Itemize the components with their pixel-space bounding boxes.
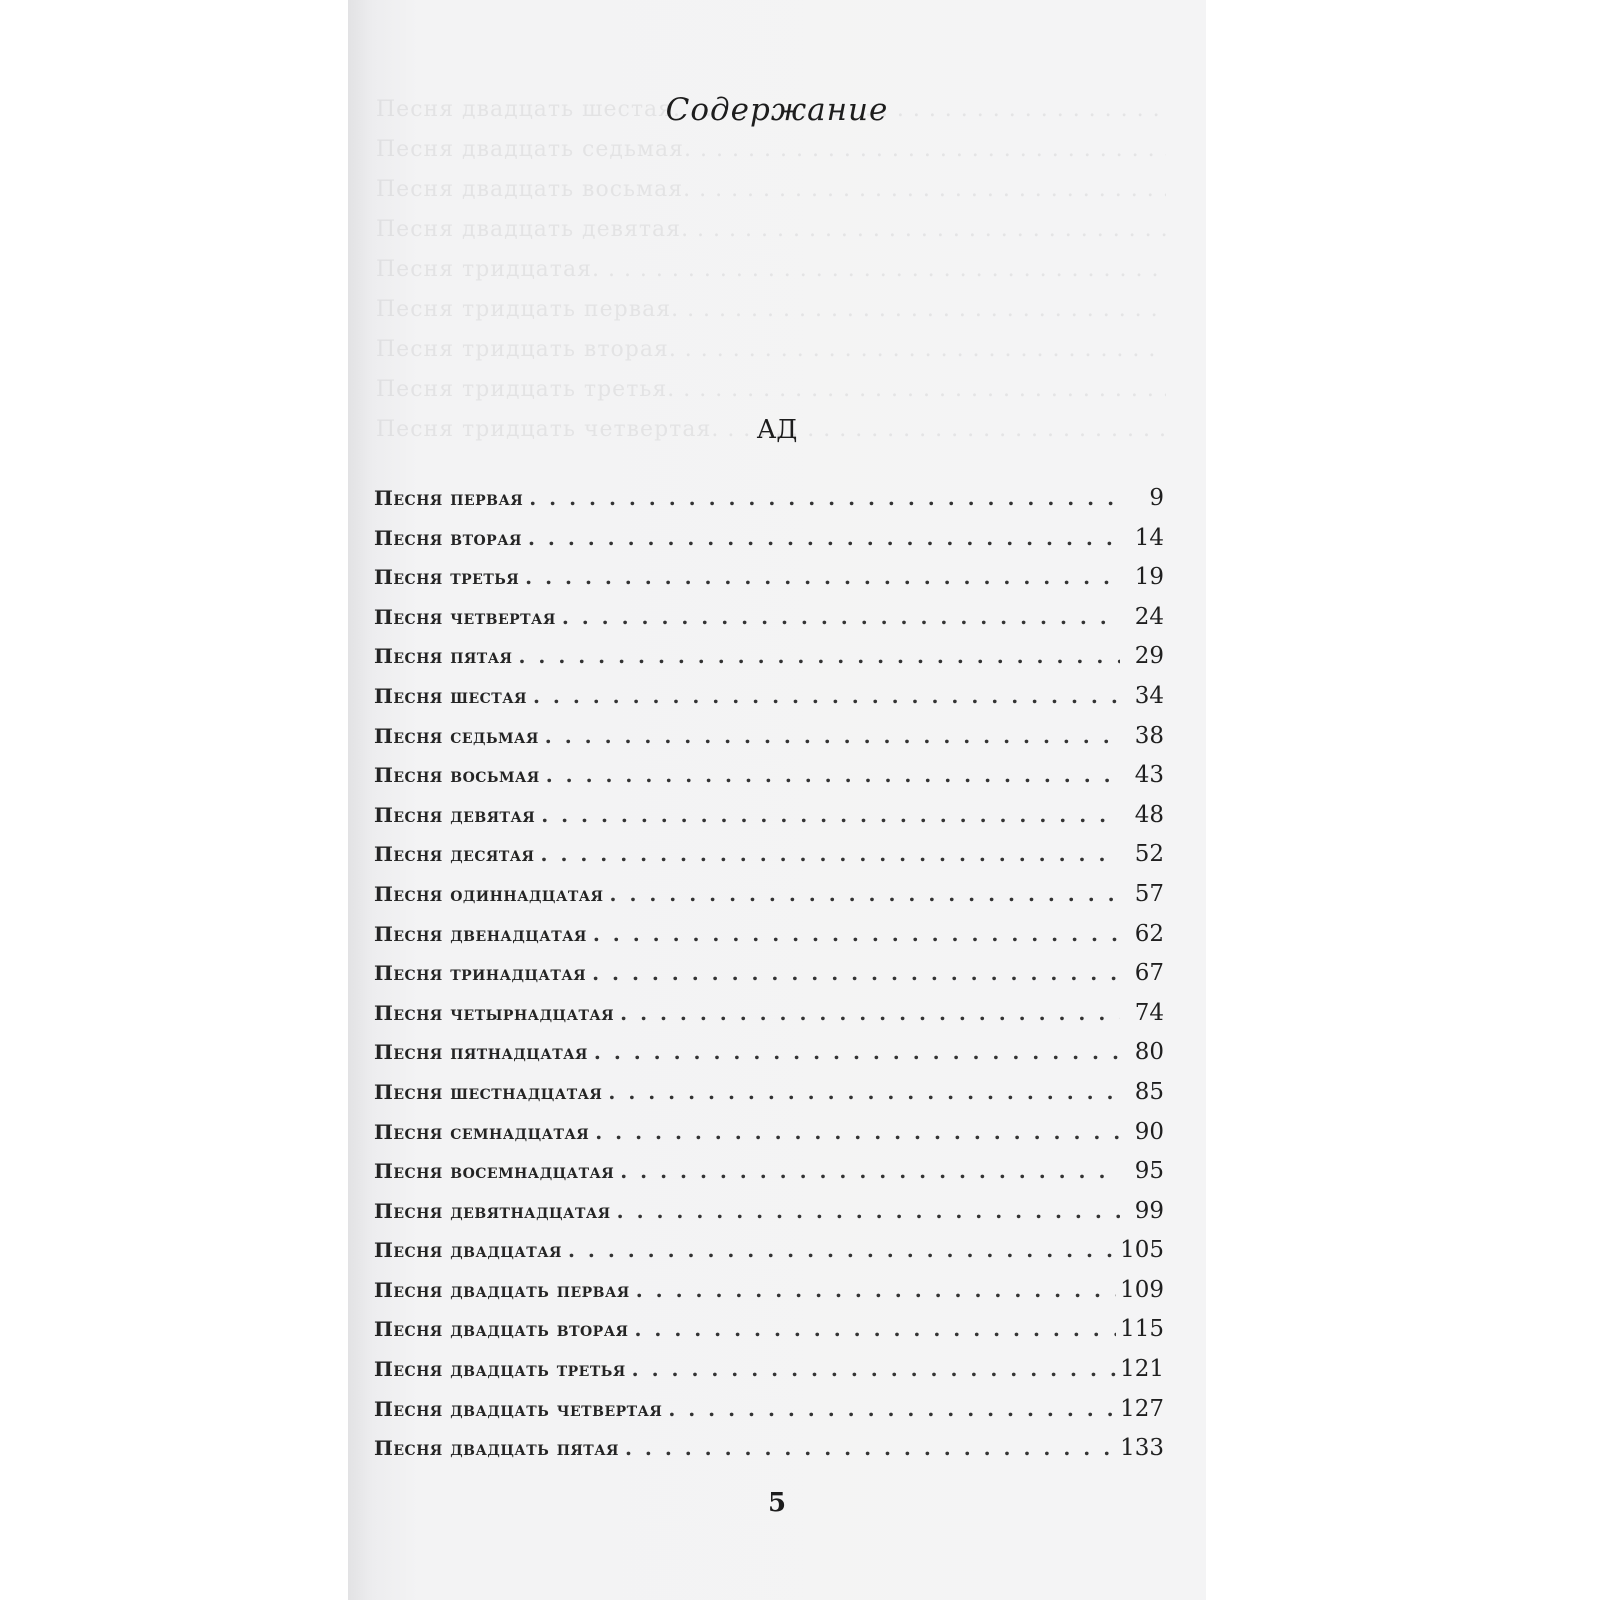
toc-entry-title: Песня первая xyxy=(374,486,524,510)
toc-entry-page-number: 80 xyxy=(1134,1039,1164,1066)
toc-entry xyxy=(374,1000,1164,1040)
toc-entry xyxy=(374,643,1164,683)
toc-entry-title: Песня девятнадцатая xyxy=(374,1198,611,1223)
dot-leader xyxy=(525,565,1120,589)
toc-entry xyxy=(374,881,1164,921)
toc-entry-title: Песня четырнадцатая xyxy=(374,1000,615,1025)
page-number: 5 xyxy=(767,1488,787,1518)
toc-entry-page-number: 99 xyxy=(1134,1197,1164,1224)
dot-leader xyxy=(529,486,1120,510)
dot-leader xyxy=(617,1199,1120,1223)
toc-entry xyxy=(374,762,1164,802)
toc-entry xyxy=(374,683,1164,723)
toc-entry xyxy=(374,1198,1164,1238)
toc-entry xyxy=(374,1079,1164,1119)
toc-entry xyxy=(374,921,1164,961)
contents-heading: Содержание xyxy=(665,92,889,128)
toc-entry xyxy=(374,960,1164,1000)
toc-entry-title: Песня двадцать пятая xyxy=(374,1436,619,1461)
dot-leader xyxy=(545,724,1120,748)
toc-entry-page-number: 85 xyxy=(1134,1078,1164,1105)
toc-entry-page-number: 74 xyxy=(1134,999,1164,1026)
toc-entry-page-number: 109 xyxy=(1120,1276,1164,1303)
toc-entry-title: Песня пятнадцатая xyxy=(374,1040,588,1065)
toc-entry xyxy=(374,485,1164,525)
dot-leader xyxy=(541,842,1120,866)
toc-entry-title: Песня восемнадцатая xyxy=(374,1159,615,1184)
dot-leader xyxy=(562,605,1120,629)
dot-leader xyxy=(518,644,1120,668)
toc-entry-title: Песня двадцать четвертая xyxy=(374,1396,663,1421)
toc-entry-title: Песня пятая xyxy=(374,644,513,669)
toc-entry-page-number: 52 xyxy=(1134,841,1164,868)
toc-entry-page-number: 19 xyxy=(1134,564,1164,591)
dot-leader xyxy=(620,1001,1120,1025)
toc-entry-page-number: 115 xyxy=(1120,1316,1164,1343)
dot-leader xyxy=(668,1397,1116,1421)
toc-entry-title: Песня двадцать вторая xyxy=(374,1317,629,1342)
toc-entry-page-number: 9 xyxy=(1149,485,1164,511)
toc-entry-title: Песня двадцатая xyxy=(374,1238,562,1263)
toc-entry xyxy=(374,1356,1164,1396)
toc-entry xyxy=(374,1396,1164,1436)
dot-leader xyxy=(546,763,1120,787)
toc-entry-title: Песня седьмая xyxy=(374,723,539,748)
dot-leader xyxy=(620,1159,1120,1183)
toc-entry-page-number: 105 xyxy=(1120,1237,1164,1264)
toc-entry-title: Песня двадцать третья xyxy=(374,1357,626,1382)
dot-leader xyxy=(610,882,1120,906)
toc-entry-page-number: 90 xyxy=(1134,1118,1164,1145)
dot-leader xyxy=(594,1040,1120,1064)
toc-entry xyxy=(374,1277,1164,1317)
toc-entry-title: Песня одиннадцатая xyxy=(374,881,604,906)
toc-entry-page-number: 127 xyxy=(1120,1395,1164,1422)
book-page xyxy=(348,0,1206,1600)
toc-entry-page-number: 14 xyxy=(1134,524,1164,551)
toc-entry-title: Песня двадцать первая xyxy=(374,1277,630,1302)
toc-entry-page-number: 43 xyxy=(1134,762,1164,789)
toc-entry-page-number: 48 xyxy=(1134,801,1164,828)
dot-leader xyxy=(533,684,1120,708)
toc-entry xyxy=(374,841,1164,881)
toc-entry-page-number: 133 xyxy=(1120,1435,1164,1462)
toc-entry-page-number: 29 xyxy=(1134,643,1164,670)
toc-entry xyxy=(374,1039,1164,1079)
show-through-text: Песня двадцать шестая . . . Песня двадцать седьмая . . . Песня двадцать восьмая . . . Песня двадцать девятая . . . Песня тридцатая . . . Песня тридцать первая . . . Песня тридцать вторая . . . Песня тридцать третья . . . Песня тридцать четвертая . . . xyxy=(376,90,1166,450)
toc-entry xyxy=(374,525,1164,565)
table-of-contents xyxy=(374,485,1164,1475)
toc-entry-page-number: 67 xyxy=(1134,960,1164,987)
dot-leader xyxy=(608,1080,1120,1104)
toc-entry xyxy=(374,1119,1164,1159)
toc-entry-title: Песня восьмая xyxy=(374,763,540,788)
toc-entry xyxy=(374,1237,1164,1277)
toc-entry-page-number: 62 xyxy=(1134,920,1164,947)
toc-entry-title: Песня девятая xyxy=(374,802,536,827)
dot-leader xyxy=(541,803,1120,827)
toc-entry-title: Песня двенадцатая xyxy=(374,921,587,946)
dot-leader xyxy=(625,1436,1116,1460)
dot-leader xyxy=(632,1357,1116,1381)
section-heading: АД xyxy=(756,415,798,445)
toc-entry-title: Песня семнадцатая xyxy=(374,1119,590,1144)
toc-entry-title: Песня вторая xyxy=(374,525,522,550)
toc-entry xyxy=(374,564,1164,604)
toc-entry-title: Песня шестая xyxy=(374,683,527,708)
toc-entry-title: Песня четвертая xyxy=(374,604,556,629)
toc-entry xyxy=(374,1316,1164,1356)
toc-entry xyxy=(374,1435,1164,1475)
toc-entry xyxy=(374,604,1164,644)
dot-leader xyxy=(593,922,1120,946)
toc-entry-page-number: 121 xyxy=(1120,1356,1164,1383)
toc-entry-page-number: 38 xyxy=(1134,722,1164,749)
toc-entry xyxy=(374,802,1164,842)
toc-entry-page-number: 57 xyxy=(1134,880,1164,907)
toc-entry-page-number: 95 xyxy=(1134,1158,1164,1185)
toc-entry-title: Песня третья xyxy=(374,565,520,590)
toc-entry-page-number: 34 xyxy=(1134,682,1164,709)
dot-leader xyxy=(528,526,1120,550)
dot-leader xyxy=(592,961,1120,985)
dot-leader xyxy=(568,1238,1116,1262)
dot-leader xyxy=(595,1120,1120,1144)
toc-entry-title: Песня шестнадцатая xyxy=(374,1079,603,1104)
toc-entry-title: Песня тринадцатая xyxy=(374,961,587,986)
toc-entry-page-number: 24 xyxy=(1134,603,1164,630)
dot-leader xyxy=(636,1278,1116,1302)
toc-entry-title: Песня десятая xyxy=(374,842,535,867)
toc-entry xyxy=(374,1158,1164,1198)
dot-leader xyxy=(634,1317,1116,1341)
toc-entry xyxy=(374,723,1164,763)
